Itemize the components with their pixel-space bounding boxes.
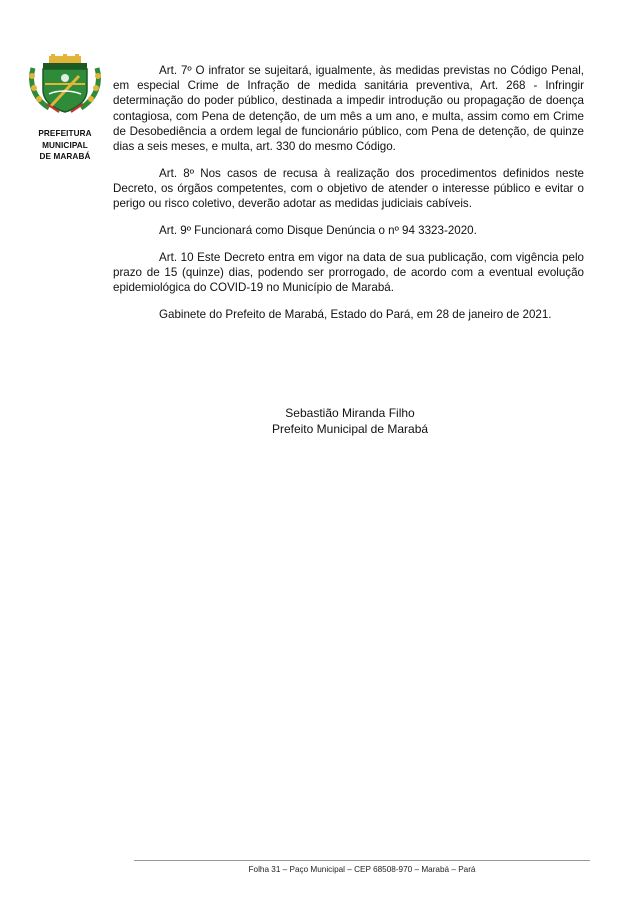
logo-caption-line: MUNICIPAL [42, 140, 88, 150]
footer-divider [134, 860, 590, 861]
article-7-paragraph: Art. 7º O infrator se sujeitará, igualmente, às medidas previstas no Código Penal, em especial Crime de Infração de medida sanitária preventiva, Art. 268 - Infringir determinação do poder público, destinada a impedir introdução ou propagação de doença contagiosa, com Pena de detenção, de um mês a um ano, e multa, assim como em Crime de Desobediência a ordem legal de funcionário público, com Pena de detenção, de quinze dias a seis meses, e multa, art. 330 do mesmo Código. [113, 64, 584, 154]
article-9-paragraph: Art. 9º Funcionará como Disque Denúncia o nº 94 3323-2020. [159, 223, 477, 237]
signer-title: Prefeito Municipal de Marabá [271, 421, 429, 436]
decree-body [113, 63, 584, 333]
page-footer: Folha 31 – Paço Municipal – CEP 68508-970 – Marabá – Pará [248, 865, 476, 874]
logo-caption-line: PREFEITURA [38, 129, 92, 138]
article-8-paragraph: Art. 8º Nos casos de recusa à realização dos procedimentos definidos neste Decreto, os órgãos competentes, com o objetivo de atender o interesse público e evitar o perigo ou risco coletivo, deverão adotar as medidas judiciais cabíveis. [113, 166, 584, 211]
municipal-logo [26, 54, 104, 163]
coat-of-arms-icon [27, 54, 103, 114]
logo-caption [26, 128, 104, 163]
article-10-paragraph: Art. 10 Este Decreto entra em vigor na data de sua publicação, com vigência pelo prazo de 15 (quinze) dias, podendo ser prorrogado, de acordo com a eventual evolução epidemiológica do COVID-19 no Município de Marabá. [113, 250, 584, 294]
signature-block [200, 406, 500, 437]
logo-caption-line: DE MARABÁ [39, 152, 91, 161]
signer-name: Sebastião Miranda Filho [285, 406, 415, 420]
closing-paragraph: Gabinete do Prefeito de Marabá, Estado do Pará, em 28 de janeiro de 2021. [159, 307, 552, 321]
